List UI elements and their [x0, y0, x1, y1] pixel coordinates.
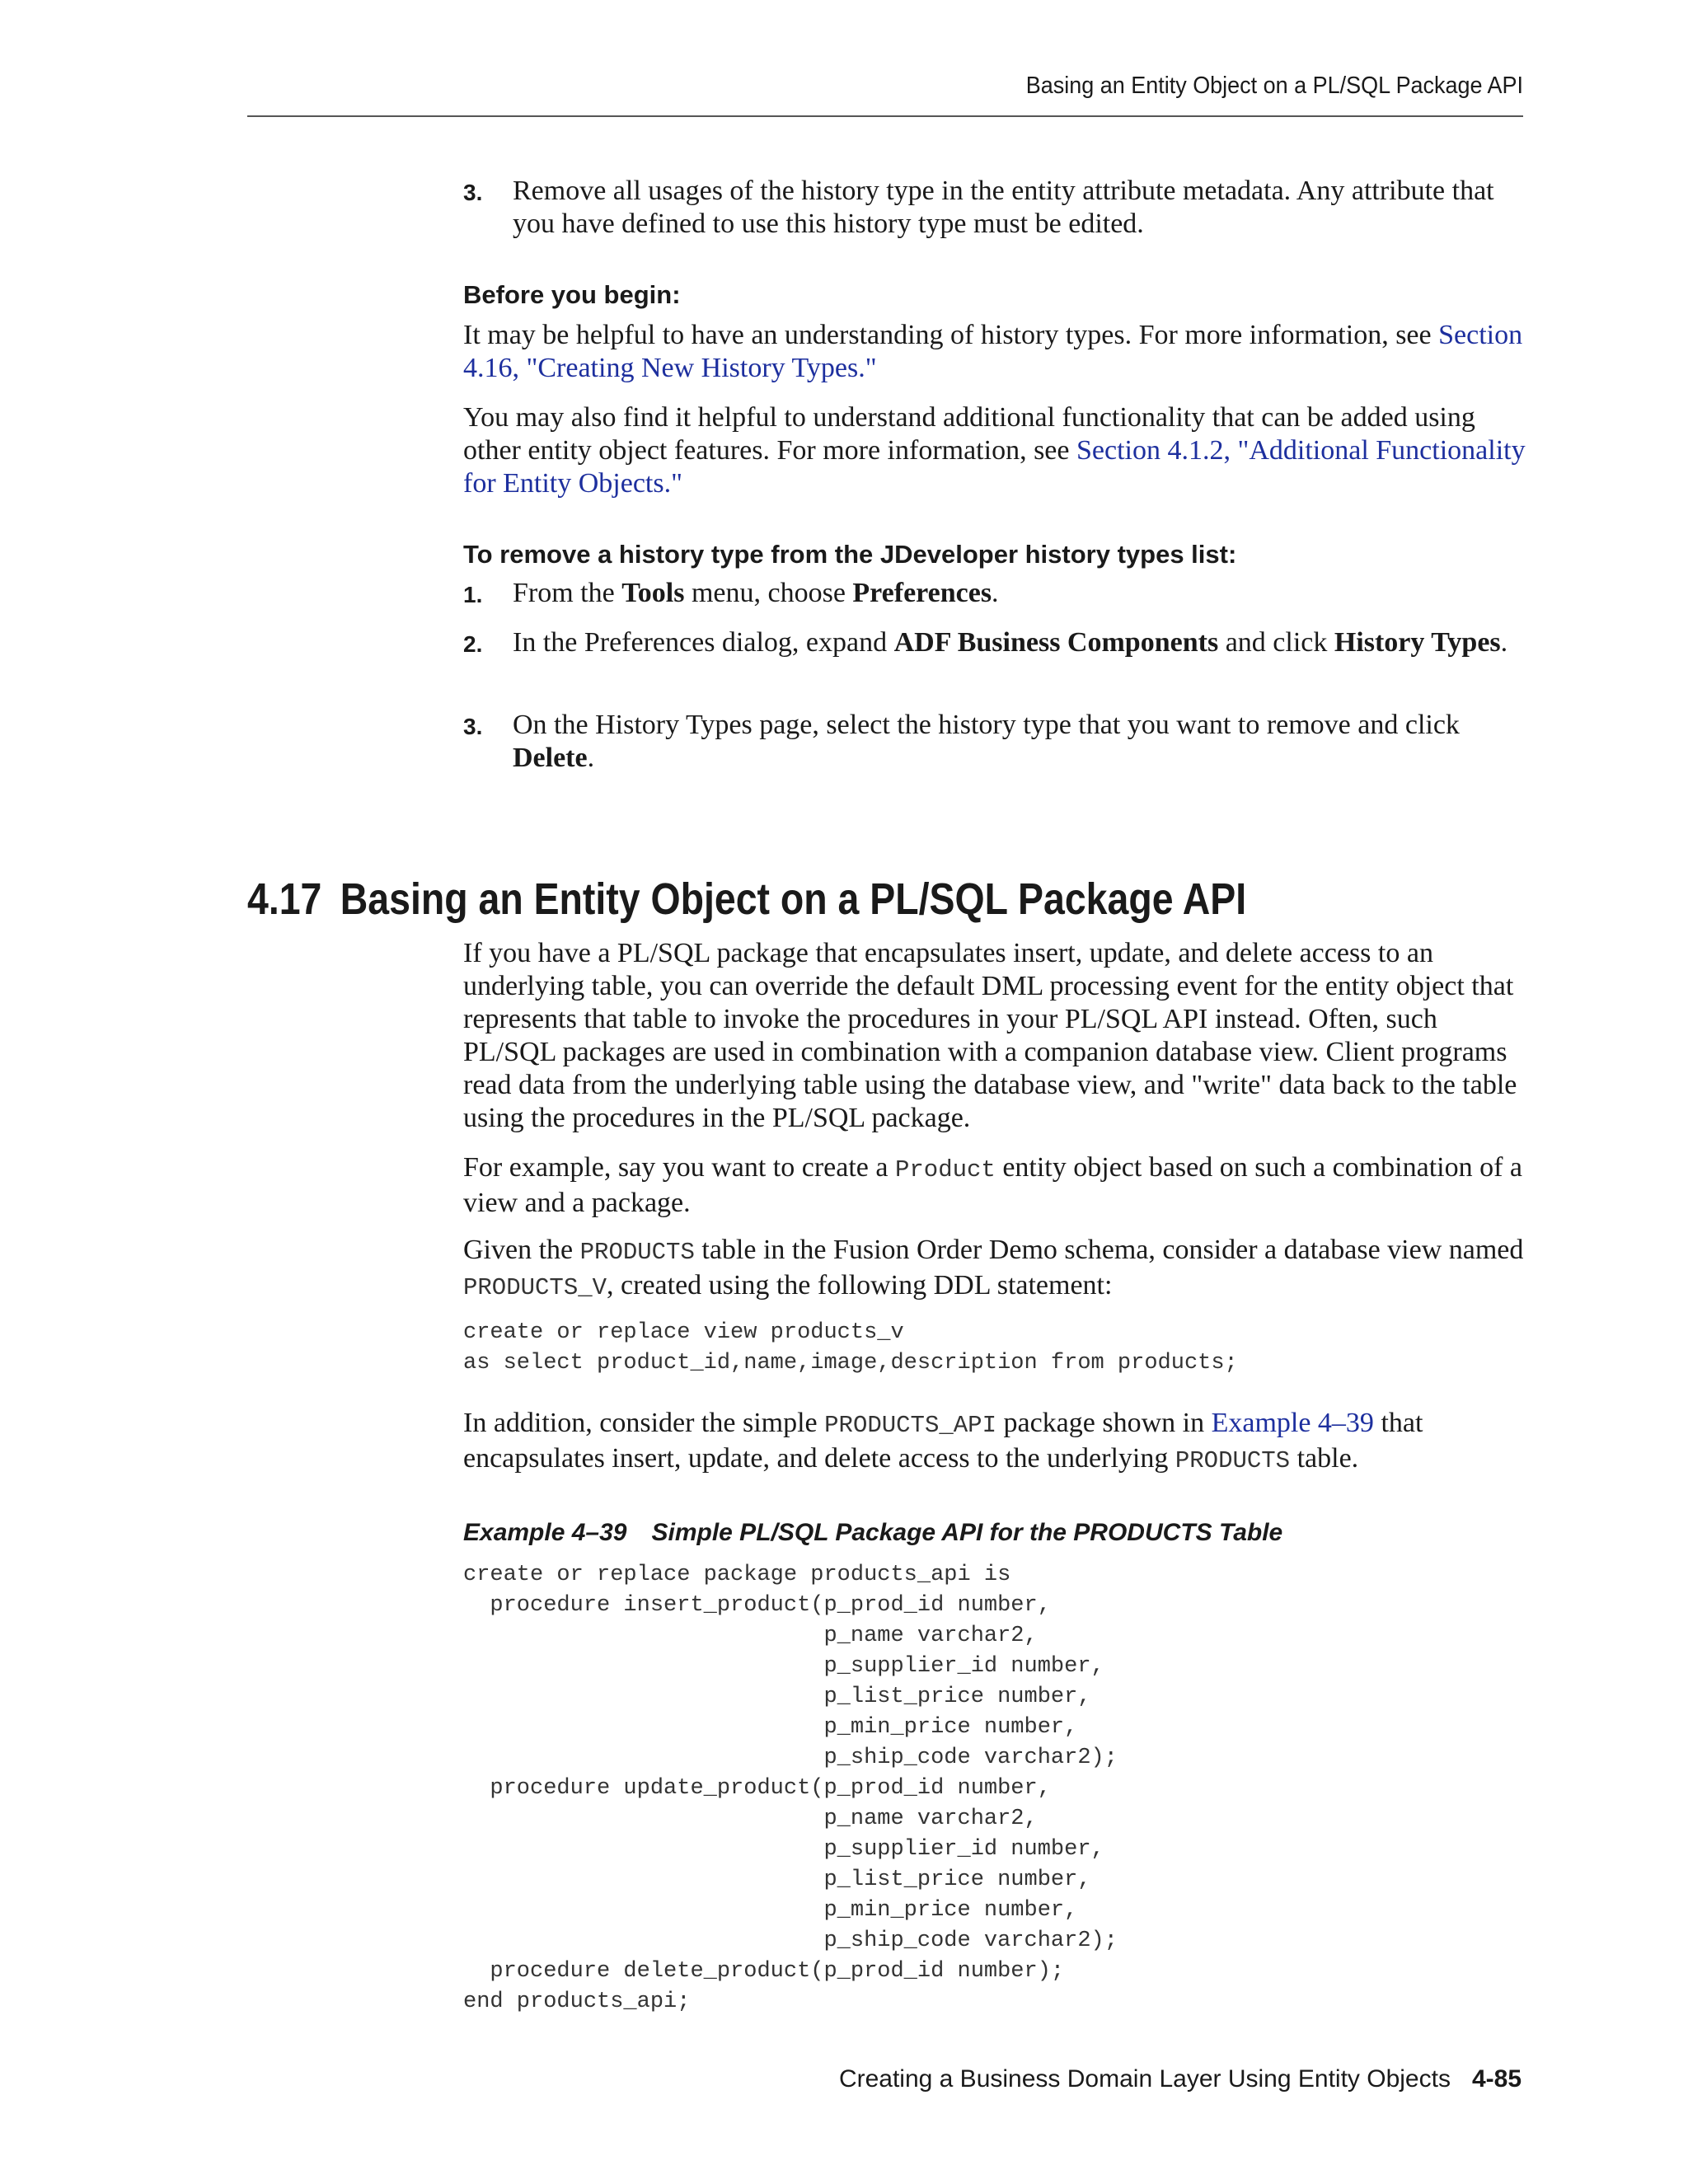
section-title — [247, 874, 1246, 925]
inline-code: PRODUCTS_V — [463, 1274, 607, 1301]
footer-book-title: Creating a Business Domain Layer Using Entity Objects — [838, 2065, 1451, 2093]
tools-menu-ref: Tools — [621, 578, 685, 608]
example-caption — [463, 1519, 1282, 1547]
inline-code: Product — [894, 1156, 996, 1183]
before-you-begin-para-1 — [463, 319, 1526, 385]
step-number: 3. — [463, 714, 483, 739]
ddl-code-block: create or replace view products_v as select product_id,name,image,description from products; — [463, 1320, 1238, 1376]
para-text: It may be helpful to have an understanding of history types. For more information, see — [463, 320, 1439, 350]
example-title: Simple PL/SQL Package API for the PRODUCTS Table — [651, 1519, 1283, 1546]
step-text: Remove all usages of the history type in the entity attribute metadata. Any attribute that you have defined to use this history type must be edited. — [513, 176, 1494, 239]
para-text: You may also find it helpful to understand additional functionality that can be added using other entity object features. For more information, see — [463, 402, 1475, 466]
step-text: On the History Types page, select the history type that you want to remove and click Delete. — [513, 710, 1460, 773]
preferences-menu-ref: Preferences — [852, 578, 992, 608]
delete-button-ref: Delete — [513, 743, 588, 773]
step-item — [463, 175, 1526, 241]
section-4-16-link[interactable]: Section 4.16, "Creating New History Types." — [463, 320, 1523, 383]
step-number: 2. — [463, 631, 483, 657]
section-number: 4.17 — [247, 874, 322, 924]
before-you-begin-heading: Before you begin: — [463, 280, 681, 309]
step-text: From the Tools menu, choose Preferences. — [513, 578, 999, 608]
procedure-step — [463, 626, 1526, 659]
inline-code: PRODUCTS — [1175, 1447, 1291, 1474]
example-code-block: create or replace package products_api is procedure insert_product(p_prod_id number, p_name varchar2, p_supplier_id number, p_list_price number, p_min_price number, p_ship_code varchar2); procedure update_product(p_prod_id number, p_name varchar2, p_supplier_id number, p_list_price number, p_min_price number, p_ship_code varchar2); procedure delete_product(p_prod_id number); end products_api; — [463, 1563, 1118, 2014]
procedure-step — [463, 709, 1526, 775]
section-4-1-2-link[interactable]: Section 4.1.2, "Additional Functionality for Entity Objects." — [463, 435, 1526, 499]
section-intro-para: If you have a PL/SQL package that encapsulates insert, update, and delete access to an underlying table, you can override the default DML processing event for the entity object that represents that table to invoke the procedures in your PL/SQL API instead. Often, such PL/SQL packages are used in combination with a companion database view. Client programs read data from the underlying table using the database view, and "write" data back to the table using the procedures in the PL/SQL package. — [463, 938, 1517, 1133]
step-text: In the Preferences dialog, expand ADF Business Components and click History Types. — [513, 627, 1508, 658]
header-rule — [247, 115, 1523, 117]
adf-business-components-ref: ADF Business Components — [893, 627, 1219, 658]
addition-para: In addition, consider the simple PRODUCTS_API package shown in Example 4–39 that encapsulates insert, update, and delete access to the underlying PRODUCTS table. — [463, 1408, 1423, 1474]
history-types-ref: History Types — [1334, 627, 1501, 658]
page-number: 4-85 — [1471, 2065, 1522, 2093]
example-para: For example, say you want to create a Product entity object based on such a combination of a view and a package. — [463, 1152, 1523, 1218]
before-you-begin-para-2 — [463, 401, 1526, 500]
step-number: 3. — [463, 180, 483, 205]
given-para: Given the PRODUCTS table in the Fusion Order Demo schema, consider a database view named PRODUCTS_V, created using the following DDL statement: — [463, 1235, 1524, 1301]
running-header: Basing an Entity Object on a PL/SQL Package API — [1025, 73, 1523, 99]
procedure-step — [463, 577, 1526, 610]
inline-code: PRODUCTS — [579, 1239, 695, 1266]
section-title-text: Basing an Entity Object on a PL/SQL Package API — [340, 874, 1247, 924]
inline-code: PRODUCTS_API — [824, 1412, 996, 1439]
example-label: Example 4–39 — [463, 1519, 627, 1546]
procedure-heading: To remove a history type from the JDeveloper history types list: — [463, 540, 1237, 569]
example-4-39-link[interactable]: Example 4–39 — [1211, 1408, 1374, 1438]
page-footer — [839, 2065, 1522, 2093]
step-number: 1. — [463, 582, 483, 607]
